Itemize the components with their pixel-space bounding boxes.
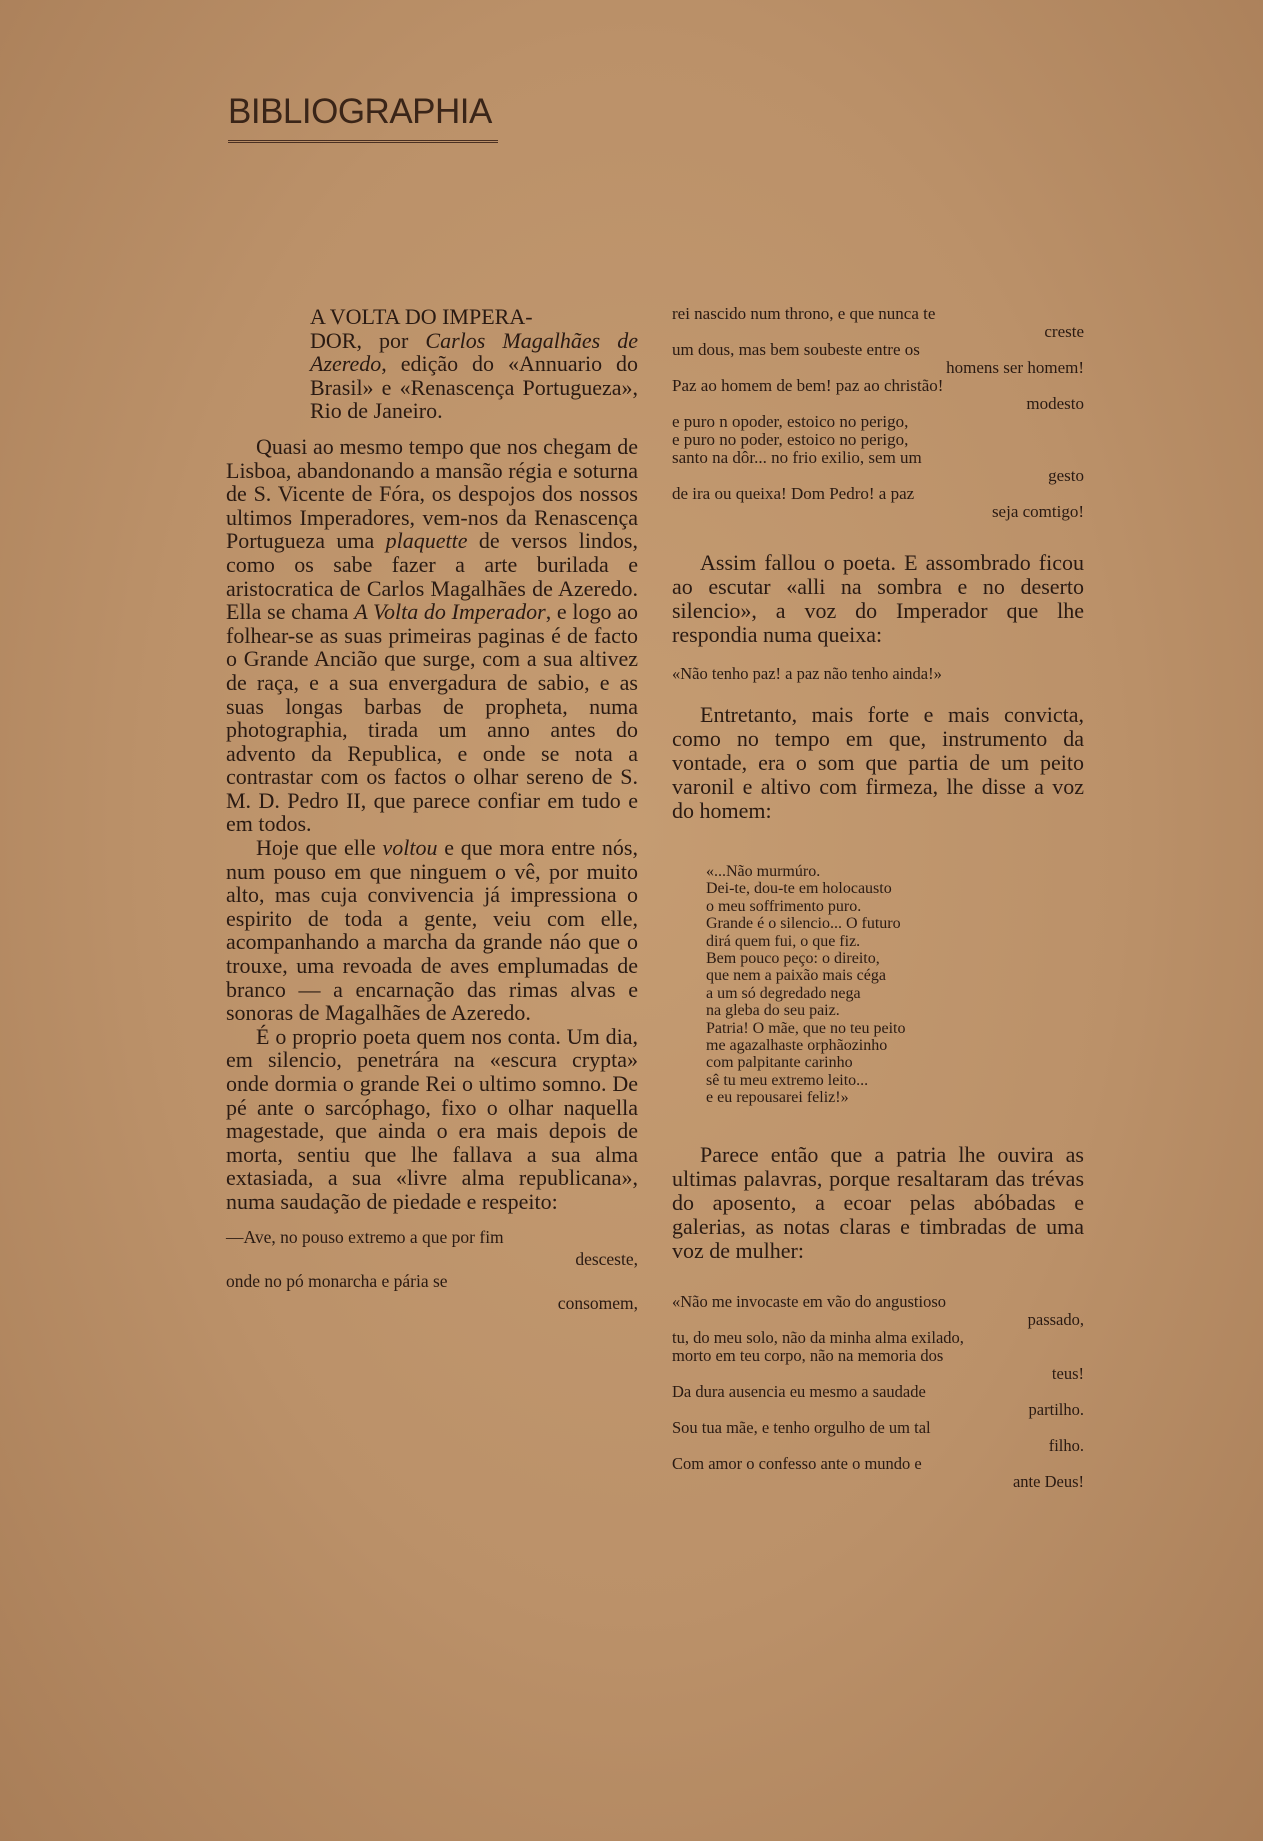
verse-line: creste [1044, 322, 1084, 341]
verse-line: desceste, [575, 1248, 638, 1269]
italic-word: plaquette [385, 528, 468, 554]
stanza-line: na gleba do seu paiz. [706, 1002, 840, 1020]
stanza-line: dirá quem fui, o que fiz. [706, 932, 861, 950]
verse-line: Sou tua mãe, e tenho orgulho de um tal [672, 1417, 931, 1437]
paragraph-text: Hoje que elle [256, 835, 383, 861]
stanza-line: sê tu meu extremo leito... [706, 1071, 869, 1089]
verse-line: gesto [1048, 466, 1084, 485]
paragraph-text: e que mora entre nós, num pouso em que ninguem o vê, por muito alto, mas cuja convivencia já impressiona o espirito de toda a gente, veiu com elle, acompanhando a marcha da grande náo que o trouxe, uma revoada de aves emplumadas de branco — a encarnação das rimas alvas e sonoras de Magalhães de Azeredo. [226, 835, 638, 1026]
spacer [672, 647, 1084, 665]
paragraph-5-wrap [672, 703, 1084, 823]
italic-word: voltou [382, 835, 438, 861]
verse-line: filho. [1048, 1435, 1084, 1455]
verse-line: «Não me invocaste em vão do angustioso [672, 1291, 947, 1311]
stanza-line: a um só degredado nega [706, 984, 861, 1002]
verse-line: teus! [1051, 1363, 1084, 1383]
mother-verse [672, 1293, 1084, 1491]
verse-line: —Ave, no pouso extremo a que por fim [226, 1226, 504, 1247]
spacer [226, 1214, 638, 1226]
book-title: A Volta do Imperador [354, 599, 546, 625]
review-title-line: A VOLTA DO IMPERA- [310, 304, 533, 329]
verse-line: um dous, mas bem soubeste entre os [672, 340, 920, 359]
stanza-line: Grande é o silencio... O futuro [706, 915, 901, 933]
paragraph-text: Quasi ao mesmo tempo que nos chegam de Lisboa, abandonando a mansão régia e soturna de S. Vicente de Fóra, os despojos dos nossos ultimos Imperadores, vem-nos da Renascença Portugueza uma [226, 433, 638, 554]
verse-block-2 [672, 305, 1084, 521]
verse-line: partilho. [1028, 1399, 1084, 1419]
emperor-quote: «Não tenho paz! a paz não tenho ainda!» [672, 664, 942, 683]
spacer [672, 1263, 1084, 1293]
verse-line: de ira ou queixa! Dom Pedro! a paz [672, 484, 915, 503]
verse-line: ante Deus! [1012, 1471, 1084, 1491]
verse-line: tu, do meu solo, não da minha alma exilado, [672, 1327, 964, 1347]
spacer [672, 683, 1084, 703]
verse-line: modesto [1026, 394, 1084, 413]
verse-line: Da dura ausencia eu mesmo a saudade [672, 1381, 926, 1401]
verse-line: consomem, [557, 1292, 638, 1313]
verse-line: onde no pó monarcha e pária se [226, 1270, 448, 1291]
paragraph-3: É o proprio poeta quem nos conta. Um dia, em silencio, penetrára na «escura crypta» onde dormia o grande Rei o ultimo somno. De pé ante o sarcóphago, fixo o olhar naquella magestade, que ainda o era mais depois de morta, sentiu que lhe fallava a sua alma extasiada, a sua «livre alma republicana», numa saudação de piedade e respeito: [226, 1023, 638, 1214]
stanza-line: Patria! O mãe, que no teu peito [706, 1019, 906, 1037]
verse-line: e puro n opoder, estoico no perigo, [672, 412, 909, 431]
verse-line: e puro no poder, estoico no perigo, [672, 430, 909, 449]
review-title-author: Carlos Magalhães de Azeredo [310, 327, 638, 377]
verse-line: homens ser homem! [946, 358, 1084, 377]
stanza-line: «...Não murmúro. [706, 863, 821, 880]
paragraph-6: Parece então que a patria lhe ouvira as ultimas palavras, porque resaltaram das trévas do aposento, a ecoar pelas abóbadas e galerias, as notas claras e timbradas de uma voz de mulher: [672, 1141, 1084, 1263]
stanza-line: Bem pouco peço: o direito, [706, 950, 880, 968]
stanza-line: com palpitante carinho [706, 1054, 853, 1072]
verse-line: morto em teu corpo, não na memoria dos [672, 1345, 944, 1365]
page-heading: BIBLIOGRAPHIA [228, 92, 492, 131]
review-title-part: , edição do «Annuario do Brasil» e «Renascença Portugueza», Rio de Janeiro. [310, 351, 638, 424]
spacer [672, 1107, 1084, 1143]
left-column [226, 305, 638, 1314]
review-title-part: DOR, por [310, 327, 426, 353]
stanza-line: Dei-te, dou-te em holocausto [706, 880, 892, 898]
verse-line: Paz ao homem de bem! paz ao christão! [672, 376, 944, 395]
paragraph-1 [226, 435, 638, 836]
verse-line: passado, [1027, 1309, 1084, 1329]
stanza-line: que nem a paixão mais céga [706, 967, 886, 985]
paragraph-text: de versos lindos, como os sabe fazer a arte burilada e aristocratica de Carlos Magalhães de Azeredo. Ella se chama [226, 528, 638, 625]
verse-line: santo na dôr... no frio exilio, sem um [672, 448, 922, 467]
verse-line: Com amor o confesso ante o mundo e [672, 1453, 922, 1473]
paragraph-6-wrap [672, 1143, 1084, 1263]
paragraph-4: Assim fallou o poeta. E assombrado ficou ao escutar «alli na sombra e no deserto silencio», a voz do Imperador que lhe respondia numa queixa: [672, 550, 1084, 647]
paragraph-4-wrap [672, 551, 1084, 647]
stanza-line: me agazalhaste orphãozinho [706, 1037, 888, 1055]
verse-block-1 [226, 1226, 638, 1314]
verse-line: rei nascido num throno, e que nunca te [672, 304, 936, 323]
paragraph-2 [226, 836, 638, 1025]
review-title [310, 329, 638, 423]
emperor-stanza [706, 863, 1084, 1107]
stanza-line: e eu repousarei feliz!» [706, 1089, 849, 1107]
spacer [672, 521, 1084, 551]
right-column [672, 305, 1084, 1491]
spacer [672, 823, 1084, 863]
paragraph-5: Entretanto, mais forte e mais convicta, como no tempo em que, instrumento da vontade, era o som que partia de um peito varonil e altivo com firmeza, lhe disse a voz do homem: [672, 702, 1084, 823]
stanza-line: o meu soffrimento puro. [706, 897, 862, 915]
verse-line: seja comtigo! [991, 502, 1084, 521]
heading-underline [228, 140, 498, 143]
paragraph-text: , e logo ao folhear-se as suas primeiras paginas é de facto o Grande Ancião que surge, com a sua altivez de raça, e a sua envergadura de sabio, e as suas longas barbas de propheta, numa photographia, tirada um anno antes do advento da Republica, e onde se nota a contrastar com os factos o olhar sereno de S. M. D. Pedro II, que parece confiar em tudo e em todos. [226, 599, 638, 837]
